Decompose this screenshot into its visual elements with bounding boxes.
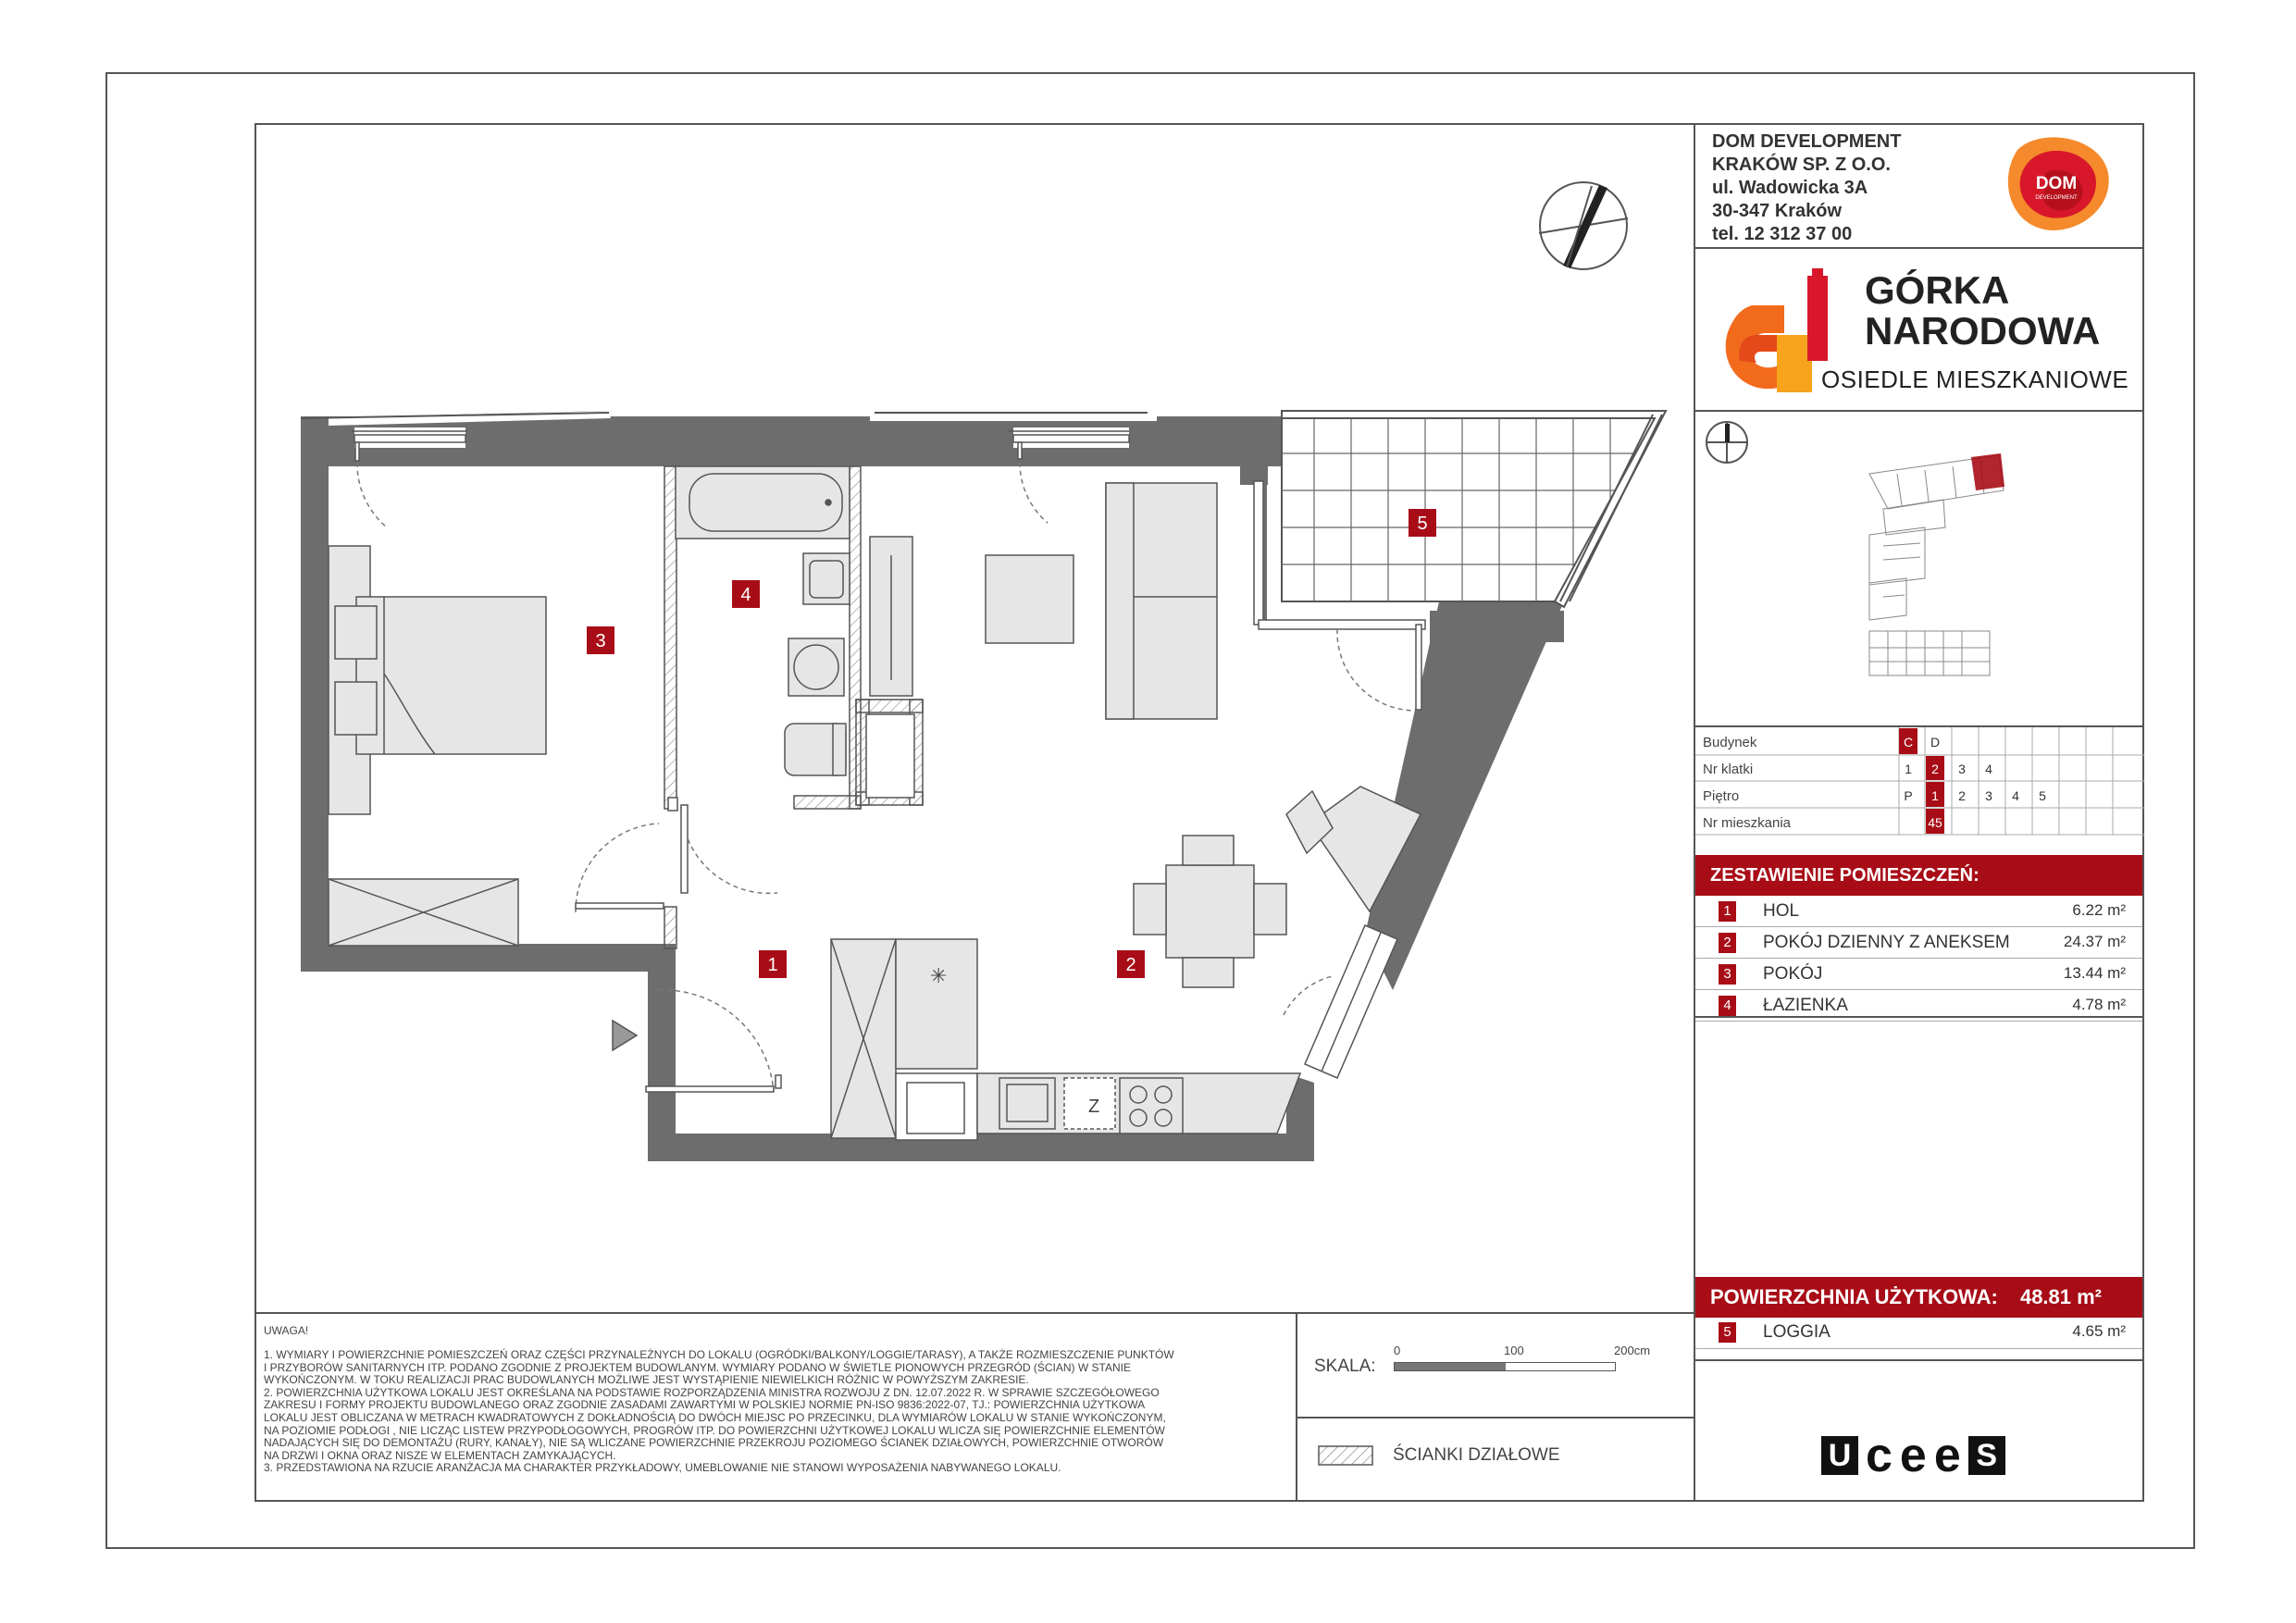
panel-sep-2 [1694, 410, 2144, 412]
budynek-c: C [1903, 735, 1914, 750]
partition-legend-label: ŚCIANKI DZIAŁOWE [1393, 1445, 1560, 1465]
fridge-icon: ✳ [930, 965, 948, 988]
loggia-num: 5 [1719, 1322, 1736, 1343]
room-label-5: 5 [1417, 514, 1428, 534]
pietro-4: 4 [2012, 788, 2019, 803]
loggia-name: LOGGIA [1763, 1322, 1831, 1342]
total-area-bar [1695, 1277, 2142, 1318]
room-area: 24.37 m² [2063, 933, 2126, 950]
note-line: NA DRZWI I OKNA ORAZ NISZE W ELEMENTACH ZAMYKAJĄCYCH. [264, 1448, 616, 1462]
entrance-arrow-icon [613, 1021, 637, 1050]
north-arrow-icon [1539, 182, 1628, 269]
oven-label: Z [1088, 1096, 1100, 1117]
panel-sep-5 [1694, 1359, 2144, 1361]
label-budynek: Budynek [1703, 735, 1757, 750]
budynek-d: D [1930, 735, 1941, 750]
room-label-1: 1 [767, 955, 778, 975]
ucees-letter: e [1933, 1429, 1961, 1482]
company-line: ul. Wadowicka 3A [1712, 178, 1868, 198]
notes-body [264, 1349, 1174, 1475]
company-line: DOM DEVELOPMENT [1712, 131, 1902, 152]
label-nr-mieszkania: Nr mieszkania [1703, 815, 1792, 831]
room-label-4: 4 [740, 585, 751, 605]
scale-bar-filled [1395, 1363, 1506, 1370]
note-line: NADAJĄCYCH SIĘ DO DEMONTAŻU (RURY, KANAŁY), NIE SĄ WLICZANE POWIERZCHNIE PRZEKROJU POZIOMEGO ŚCIANEK DZIAŁOWYCH, POWIERZCHNIE OTWORÓW [264, 1436, 1164, 1450]
notes-heading: UWAGA! [264, 1324, 309, 1337]
notes-scale-divider [1296, 1312, 1297, 1502]
scale-tick-200: 200cm [1614, 1344, 1651, 1357]
company-line: tel. 12 312 37 00 [1712, 224, 1853, 244]
compass-icon [1706, 422, 1747, 463]
notes-divider [254, 1312, 1695, 1314]
rooms-list [1695, 896, 2142, 1022]
scale-bar [1394, 1362, 1616, 1371]
room-num: 4 [1719, 996, 1736, 1016]
note-line: WYKOŃCZONYM. W TOKU REALIZACJI PRAC BUDOWLANYCH MOŻLIWE JEST WYSTĄPIENIE NIEWIELKICH RÓŻNIC W POWYŻSZYM ZAKRESIE. [264, 1373, 1029, 1387]
klatka-3: 3 [1958, 762, 1966, 776]
nr-mieszkania-45: 45 [1928, 815, 1942, 830]
floor-plan [256, 125, 1695, 1312]
svg-text:DEVELOPMENT: DEVELOPMENT [2035, 195, 2078, 201]
scale-tick-100: 100 [1504, 1344, 1524, 1357]
bathroom-furniture [676, 466, 914, 798]
note-line: LOKALU JEST OBLICZANA W METRACH KWADRATOWYCH Z DOKŁADNOŚCIĄ DO DWÓCH MIEJSC PO PRZECINKU, DLA WYMIARÓW LOKALU W STANIE WYKOŃCZONYM, [264, 1410, 1166, 1424]
rooms-summary-heading: ZESTAWIENIE POMIESZCZEŃ: [1695, 855, 2142, 896]
klatka-1: 1 [1905, 762, 1912, 776]
note-line: ZAKRESU I FORMY PROJEKTU BUDOWLANEGO ORAZ ZGODNIE ZASADAMI ZAWARTYMI W POLSKIEJ NORMIE PN-ISO 9836:2022-07, TJ.: POWIERZCHNIA UŻYTKOWA [264, 1398, 1146, 1412]
svg-text:DOM: DOM [2035, 174, 2078, 193]
company-line: 30-347 Kraków [1712, 201, 1843, 221]
scale-tick-0: 0 [1394, 1344, 1401, 1357]
total-area-label: POWIERZCHNIA UŻYTKOWA: [1710, 1285, 1998, 1308]
scale-label: SKALA: [1314, 1357, 1376, 1376]
project-name-line2: NARODOWA [1865, 309, 2101, 353]
room-label-2: 2 [1125, 955, 1136, 975]
loggia [1254, 411, 1666, 629]
panel-sep-1 [1694, 247, 2144, 249]
room-name: POKÓJ [1763, 964, 1823, 984]
project-name [1865, 270, 2100, 352]
company-info [1712, 130, 1901, 246]
pietro-5: 5 [2039, 788, 2046, 803]
scale-legend-divider [1296, 1417, 1695, 1419]
room-row [1695, 990, 2142, 1022]
ucees-letter: c [1866, 1429, 1893, 1482]
bedroom-furniture [329, 546, 546, 946]
company-line: KRAKÓW SP. Z O.O. [1712, 155, 1891, 175]
ucees-letter: e [1899, 1429, 1927, 1482]
gorka-narodowa-logo [1719, 268, 1831, 393]
label-nr-klatki: Nr klatki [1703, 762, 1754, 777]
dom-development-logo [1999, 131, 2115, 238]
room-name: ŁAZIENKA [1763, 996, 1848, 1015]
total-area-value: 48.81 m² [2019, 1285, 2103, 1308]
room-row [1695, 959, 2142, 990]
note-line: I PRZYBORÓW SANITARNYCH ITP. PODANO ZGODNIE Z PROJEKTEM BUDOWLANYM. WYMIARY PODANO W ŚWIETLE PIONOWYCH PRZEGRÓD (ŚCIAN) W STANIE [264, 1360, 1131, 1374]
room-name: POKÓJ DZIENNY Z ANEKSEM [1763, 933, 2010, 952]
project-name-line1: GÓRKA [1865, 268, 2010, 312]
label-pietro: Piętro [1703, 788, 1740, 804]
partition-legend-swatch [1318, 1445, 1373, 1466]
note-line: 1. WYMIARY I POWIERZCHNIE POMIESZCZEŃ ORAZ CZĘŚCI PRZYNALEŻNYCH DO LOKALU (OGRÓDKI/BALKONY/LOGGIE/TARASY), A TAKŻE ROZMIESZCZENIE PUNKTÓW [264, 1348, 1174, 1361]
site-plan [1703, 416, 2138, 694]
room-area: 13.44 m² [2063, 964, 2126, 982]
room-label-3: 3 [595, 631, 606, 651]
pietro-3: 3 [1985, 788, 1992, 803]
room-area: 6.22 m² [2072, 901, 2126, 919]
pietro-1: 1 [1931, 788, 1939, 803]
pietro-2: 2 [1958, 788, 1966, 803]
note-line: NA POZIOMIE PODŁOGI , NIE LICZĄC LISTEW PRZYPODŁOGOWYCH, PROGRÓW ITP. DO POWIERZCHNI UŻYTKOWEJ LOKALU WLICZA SIĘ POWIERZCHNIE ELEMENTÓW [264, 1423, 1165, 1437]
pietro-p: P [1904, 788, 1913, 803]
room-row [1695, 896, 2142, 927]
room-num: 1 [1719, 901, 1736, 922]
ucees-letter: U [1821, 1436, 1858, 1475]
note-line: 3. PRZEDSTAWIONA NA RZUCIE ARANŻACJA MA CHARAKTER PRZYKŁADOWY, UMEBLOWANIE NIE STANOWI WYPOSAŻENIA NABYWANEGO LOKALU. [264, 1461, 1061, 1475]
loggia-area: 4.65 m² [2072, 1322, 2126, 1340]
note-line: 2. POWIERZCHNIA UŻYTKOWA LOKALU JEST OKREŚLANA NA PODSTAWIE ROZPORZĄDZENIA MINISTRA ROZWOJU Z DN. 12.07.2022 R. W SPRAWIE SZCZEGÓŁOWEGO [264, 1385, 1160, 1399]
room-name: HOL [1763, 901, 1800, 921]
room-area: 4.78 m² [2072, 996, 2126, 1013]
room-row [1695, 927, 2142, 959]
ucees-logo [1821, 1429, 2005, 1482]
klatka-4: 4 [1985, 762, 1992, 776]
loggia-row [1695, 1318, 2142, 1349]
room-num: 3 [1719, 964, 1736, 985]
project-subtitle: OSIEDLE MIESZKANIOWE [1821, 365, 2129, 393]
room-num: 2 [1719, 933, 1736, 953]
ucees-letter: S [1968, 1436, 2005, 1475]
klatka-2: 2 [1931, 762, 1939, 776]
